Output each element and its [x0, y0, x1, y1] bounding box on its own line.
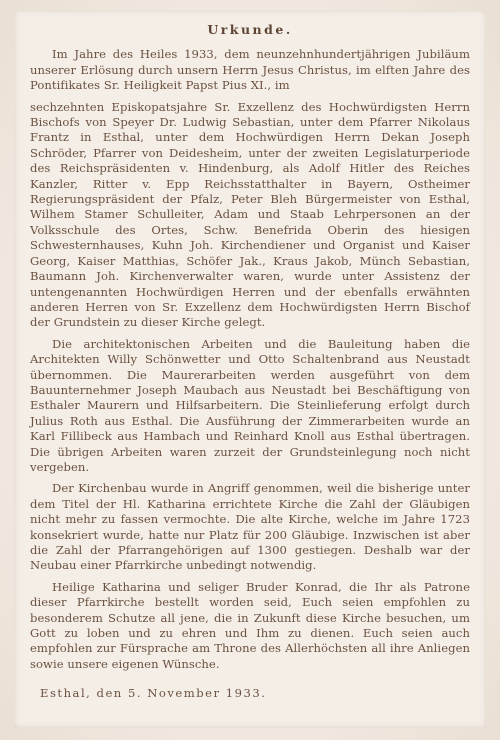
document-body	[30, 22, 470, 702]
paragraph-construction-reason: Der Kirchenbau wurde in Angriff genommen, weil die bisherige unter dem Titel der Hl. Katharina errichtete Kirche die Zahl der Gläubigen nicht mehr zu fassen vermochte. Die alte Kirche, welche im Jahre 1723 konsekriert wurde, hatte nur Platz für 200 Gläubige. Inzwischen ist aber die Zahl der Pfarrangehörigen auf 1300 gestiegen. Deshalb war der Neubau einer Pfarrkirche unbedingt notwendig.	[30, 481, 470, 573]
paragraph-intro: Im Jahre des Heiles 1933, dem neunzehnhundertjährigen Jubiläum unserer Erlösung durch unsern Herrn Jesus Christus, im elften Jahre des Pontifikates Sr. Heiligkeit Papst Pius XI., im	[30, 47, 470, 93]
paragraph-officials: sechzehnten Episkopatsjahre Sr. Exzellenz des Hochwürdigsten Herrn Bischofs von Speyer Dr. Ludwig Sebastian, unter dem Pfarrer Nikolaus Frantz in Esthal, unter dem Hochwürdigen Herrn Dekan Joseph Schröder, Pfarrer von Deidesheim, unter der zweiten Legislaturperiode des Reichspräsidenten v. Hindenburg, als Adolf Hitler des Reiches Kanzler, Ritter v. Epp Reichsstatthalter in Bayern, Ostheimer Regierungspräsident der Pfalz, Peter Bleh Bürgermeister von Esthal, Wilhem Stamer Schulleiter, Adam und Staab Lehrpersonen an der Volksschule des Ortes, Schw. Benefrida Oberin des hiesigen Schwesternhauses, Kuhn Joh. Kirchendiener und Organist und Kaiser Georg, Kaiser Matthias, Schöfer Jak., Kraus Jakob, Münch Sebastian, Baumann Joh. Kirchenverwalter waren, wurde unter Assistenz der untengenannten Hochwürdigen Herren und der ebenfalls erwähnten anderen Herren von Sr. Exzellenz dem Hochwürdigsten Herrn Bischof der Grundstein zu dieser Kirche gelegt.	[30, 99, 470, 330]
paragraph-architects: Die architektonischen Arbeiten und die Bauleitung haben die Architekten Willy Schönwetter und Otto Schaltenbrand aus Neustadt übernommen. Die Maurerarbeiten werden ausgeführt von dem Bauunternehmer Joseph Maubach aus Neustadt bei Beschäftigung von Esthaler Maurern und Hilfsarbeitern. Die Steinlieferung erfolgt durch Julius Roth aus Esthal. Die Ausführung der Zimmerarbeiten wurde an Karl Fillibeck aus Hambach und Reinhard Knoll aus Esthal übertragen. Die übrigen Arbeiten waren zurzeit der Grundsteinlegung noch nicht vergeben.	[30, 336, 470, 474]
paragraph-patrons: Heilige Katharina und seliger Bruder Konrad, die Ihr als Patrone dieser Pfarrkirche bestellt worden seid, Euch seien empfohlen zu besonderem Schutze all jene, die in Zukunft diese Kirche besuchen, um Gott zu loben und zu ehren und Ihm zu dienen. Euch seien auch empfohlen zur Fürsprache am Throne des Allerhöchsten all ihre Anliegen sowie unsere eigenen Wünsche.	[30, 579, 470, 671]
date-signature: Esthal, den 5. November 1933.	[40, 686, 267, 701]
document-title: Urkunde.	[207, 22, 293, 37]
